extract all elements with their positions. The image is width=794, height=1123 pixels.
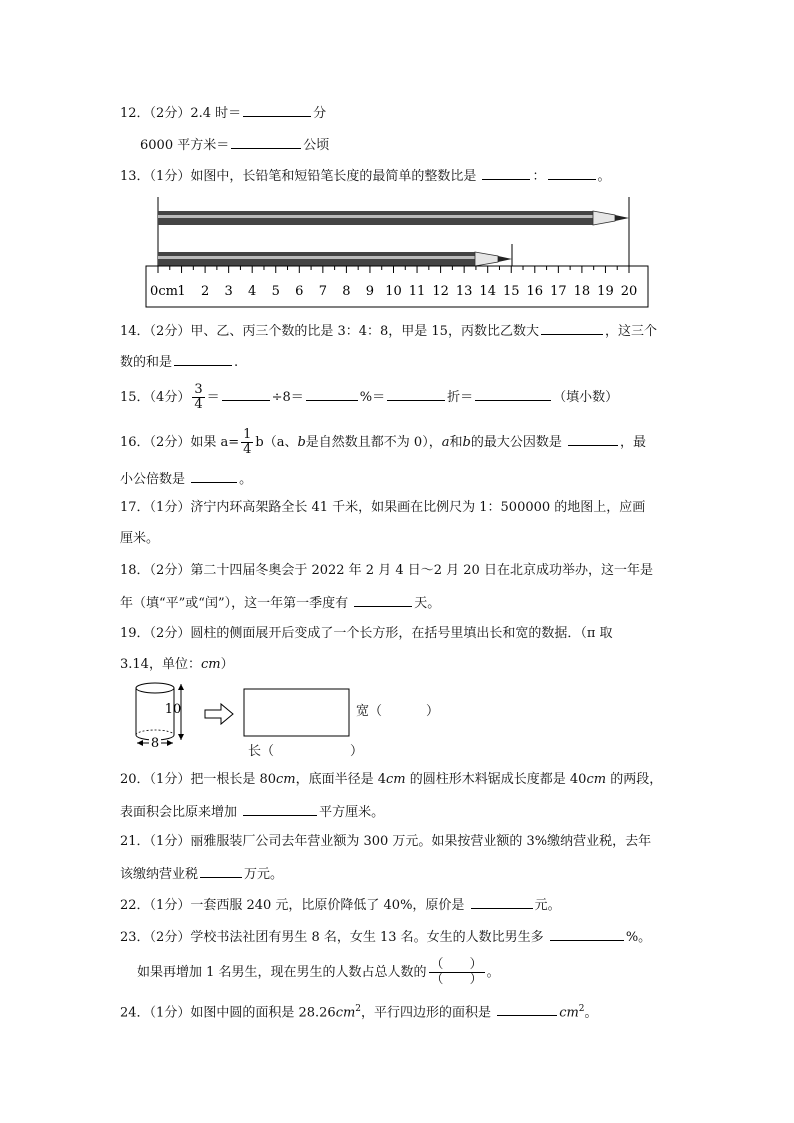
q22-number: 22． xyxy=(120,898,150,913)
q23-frac-num: （ ） xyxy=(430,957,483,972)
q23-frac-den: （ ） xyxy=(430,972,483,987)
q12-text-b: 6000 平方米＝ xyxy=(140,138,230,153)
q23-text2: %。 xyxy=(625,930,652,945)
q13-number: 13． xyxy=(120,169,150,184)
diameter-label: 8 xyxy=(150,736,160,751)
q16-score: （2分） xyxy=(149,435,191,450)
q16-line2-text: 小公倍数是 xyxy=(120,472,186,487)
q12-score: （2分） xyxy=(149,106,191,121)
q24-sup-1: 2 xyxy=(355,1004,362,1014)
q23-line2 xyxy=(137,958,500,987)
q16-gcd: 的最大公因数是 xyxy=(470,435,562,450)
q16-frac-num: 1 xyxy=(243,427,252,442)
q15-score: （4分） xyxy=(149,390,191,405)
q19-length-close: ） xyxy=(350,744,364,759)
q16-end: 。 xyxy=(239,472,253,487)
q20-line2 xyxy=(120,802,384,822)
right-arrow-icon xyxy=(205,704,233,724)
q20-u2: cm xyxy=(386,772,406,787)
q12-text-a: 2.4 时＝ xyxy=(190,106,242,121)
q13-colon: ： xyxy=(532,169,546,184)
q15-div: ÷8＝ xyxy=(271,390,304,405)
ruler-label: 11 xyxy=(408,284,426,299)
q18-number: 18． xyxy=(120,563,150,578)
ruler-label: 18 xyxy=(573,284,591,299)
ruler-label: 16 xyxy=(526,284,544,299)
q16-b-var: b xyxy=(297,435,306,450)
q16-pre: 如果 a= xyxy=(190,435,240,450)
q24-end: 。 xyxy=(584,1005,598,1021)
q15-frac-den: 4 xyxy=(194,397,203,412)
q14-text4: . xyxy=(234,355,239,370)
q20-score: （1分） xyxy=(149,772,191,787)
ruler-label: 10 xyxy=(385,284,402,299)
q23-text1: 学校书法社团有男生 8 名，女生 13 名。女生的人数比男生多 xyxy=(190,930,544,945)
q23-score: （2分） xyxy=(149,930,191,945)
ruler-label: 6 xyxy=(295,284,304,299)
ruler-label: 3 xyxy=(224,284,233,299)
q22-score: （1分） xyxy=(149,898,191,913)
q20-t2: ，底面半径是 4 xyxy=(295,772,387,787)
q21-text2a: 该缴纳营业税 xyxy=(120,867,199,882)
q19-text1: 圆柱的侧面展开后变成了一个长方形，在括号里填出长和宽的数据．（π 取 xyxy=(190,626,613,641)
ruler-label: 0cm xyxy=(150,284,178,299)
q20-t1: 把一根长是 80 xyxy=(190,772,277,787)
q16-frac-den: 4 xyxy=(243,442,252,457)
q19-text2b: ） xyxy=(220,657,234,672)
q15-note: （填小数） xyxy=(553,390,619,405)
q21-score: （1分） xyxy=(149,834,191,849)
q14-text1: 甲、乙、丙三个数的比是 3：4：8，甲是 15，丙数比乙数大 xyxy=(190,324,539,339)
q24-unit-1: cm xyxy=(335,1005,356,1021)
q16-mid2: 是自然数且都不为 0）， xyxy=(305,435,442,450)
q19-number: 19． xyxy=(120,626,150,641)
ruler-label: 20 xyxy=(620,284,638,299)
q19-text2a: 3.14，单位： xyxy=(120,657,201,672)
ruler-label: 19 xyxy=(597,284,614,299)
q19-width-close: ） xyxy=(426,704,440,719)
q14-score: （2分） xyxy=(149,324,191,339)
q20-number: 20． xyxy=(120,772,150,787)
q22-line xyxy=(120,895,561,915)
q21-blank[interactable] xyxy=(200,864,242,878)
q24-text2: ，平行四边形的面积是 xyxy=(361,1005,492,1021)
q19-length xyxy=(248,743,363,761)
q15-pct: %＝ xyxy=(359,390,386,405)
q21-line2 xyxy=(120,864,283,884)
q23-line1 xyxy=(120,927,651,947)
q13-period: 。 xyxy=(597,169,611,184)
q24-text1: 如图中圆的面积是 28.26 xyxy=(190,1005,336,1021)
q13-score: （1分） xyxy=(149,169,191,184)
q23-line2-text: 如果再增加 1 名男生，现在男生的人数占总人数的 xyxy=(137,965,427,980)
ruler-label: 4 xyxy=(248,284,257,299)
ruler-label: 13 xyxy=(455,284,473,299)
q15-eq: ＝ xyxy=(206,390,220,405)
q23-blank[interactable] xyxy=(550,927,624,941)
unfolded-rectangle xyxy=(244,689,349,736)
q18-text2: 年（填“平”或“闰”），这一年第一季度有 xyxy=(120,596,349,611)
q21-line1 xyxy=(120,833,651,851)
height-label: 10 xyxy=(164,702,182,717)
ruler-label: 15 xyxy=(502,284,520,299)
q24-score: （1分） xyxy=(149,1005,191,1021)
q16-tail: ，最 xyxy=(619,435,646,450)
q21-text1: 丽雅服装厂公司去年营业额为 300 万元。如果按营业额的 3%缴纳营业税，去年 xyxy=(190,834,652,849)
ruler-label: 8 xyxy=(342,284,351,299)
q20-line2b: 平方厘米。 xyxy=(319,805,385,820)
q17-text1: 济宁内环高架路全长 41 千米，如果画在比例尺为 1：500000 的地图上，应画 xyxy=(190,500,646,515)
ruler-label: 14 xyxy=(479,284,496,299)
q16-a-var: a xyxy=(441,435,450,450)
q17-number: 17． xyxy=(120,500,150,515)
q19-score: （2分） xyxy=(149,626,191,641)
q15-frac-num: 3 xyxy=(194,382,203,397)
q19-width xyxy=(356,703,439,721)
q12-unit-b: 公顷 xyxy=(303,138,330,153)
q24-unit-2: cm xyxy=(559,1005,579,1021)
q20-t3: 的圆柱形木料锯成长度都是 40 xyxy=(405,772,587,787)
q24-line xyxy=(120,1000,598,1022)
q23-end: 。 xyxy=(486,965,500,980)
q22-text2: 元。 xyxy=(534,898,561,913)
q20-u1: cm xyxy=(276,772,296,787)
q20-u3: cm xyxy=(586,772,607,787)
q19-length-label: 长（ xyxy=(248,744,275,759)
q20-line1 xyxy=(120,771,662,789)
q18-text1: 第二十四届冬奥会于 2022 年 2 月 4 日～2 月 20 日在北京成功举办，这一年是 xyxy=(190,563,653,578)
q19-unit: cm xyxy=(200,657,221,672)
q20-blank[interactable] xyxy=(243,802,317,816)
q15-number: 15． xyxy=(120,390,150,405)
q18-text3: 天。 xyxy=(414,596,441,611)
q24-blank[interactable] xyxy=(497,1002,557,1016)
q14-text3: 数的和是 xyxy=(120,355,173,370)
q16-number: 16． xyxy=(120,435,150,450)
q13-text: 如图中，长铅笔和短铅笔长度的最简单的整数比是 xyxy=(190,169,477,184)
q21-text2b: 万元。 xyxy=(244,867,284,882)
ruler-label: 5 xyxy=(271,284,280,299)
ruler-label: 12 xyxy=(432,284,449,299)
q22-text1: 一套西服 240 元，比原价降低了 40%，原价是 xyxy=(190,898,465,913)
q15-zhe: 折＝ xyxy=(447,390,474,405)
q23-number: 23． xyxy=(120,930,150,945)
q21-number: 21． xyxy=(120,834,150,849)
q12-unit-a: 分 xyxy=(313,106,327,121)
q18-score: （2分） xyxy=(149,563,191,578)
ruler-label: 7 xyxy=(318,284,327,299)
q22-blank[interactable] xyxy=(471,895,533,909)
q14-text2: ，这三个 xyxy=(604,324,657,339)
q14-number: 14． xyxy=(120,324,150,339)
q20-line2a: 表面积会比原来增加 xyxy=(120,805,238,820)
q17-text2: 厘米。 xyxy=(120,531,160,546)
ruler-label: 9 xyxy=(365,284,375,299)
ruler-label: 17 xyxy=(550,284,567,299)
q24-number: 24． xyxy=(120,1005,150,1021)
q23-fraction-answer[interactable] xyxy=(429,958,485,987)
ruler-label: 1 xyxy=(177,284,186,299)
q20-t4: 的两段， xyxy=(606,772,663,787)
q16-mid: b（a、 xyxy=(255,435,298,450)
q16-he: 和 xyxy=(449,435,463,450)
q19-width-label: 宽（ xyxy=(356,704,383,719)
q16-b-var2: b xyxy=(462,435,471,450)
q24-sup-2: 2 xyxy=(578,1004,585,1014)
ruler-label: 2 xyxy=(200,284,210,299)
q17-score: （1分） xyxy=(149,500,191,515)
q12-number: 12． xyxy=(120,106,150,121)
